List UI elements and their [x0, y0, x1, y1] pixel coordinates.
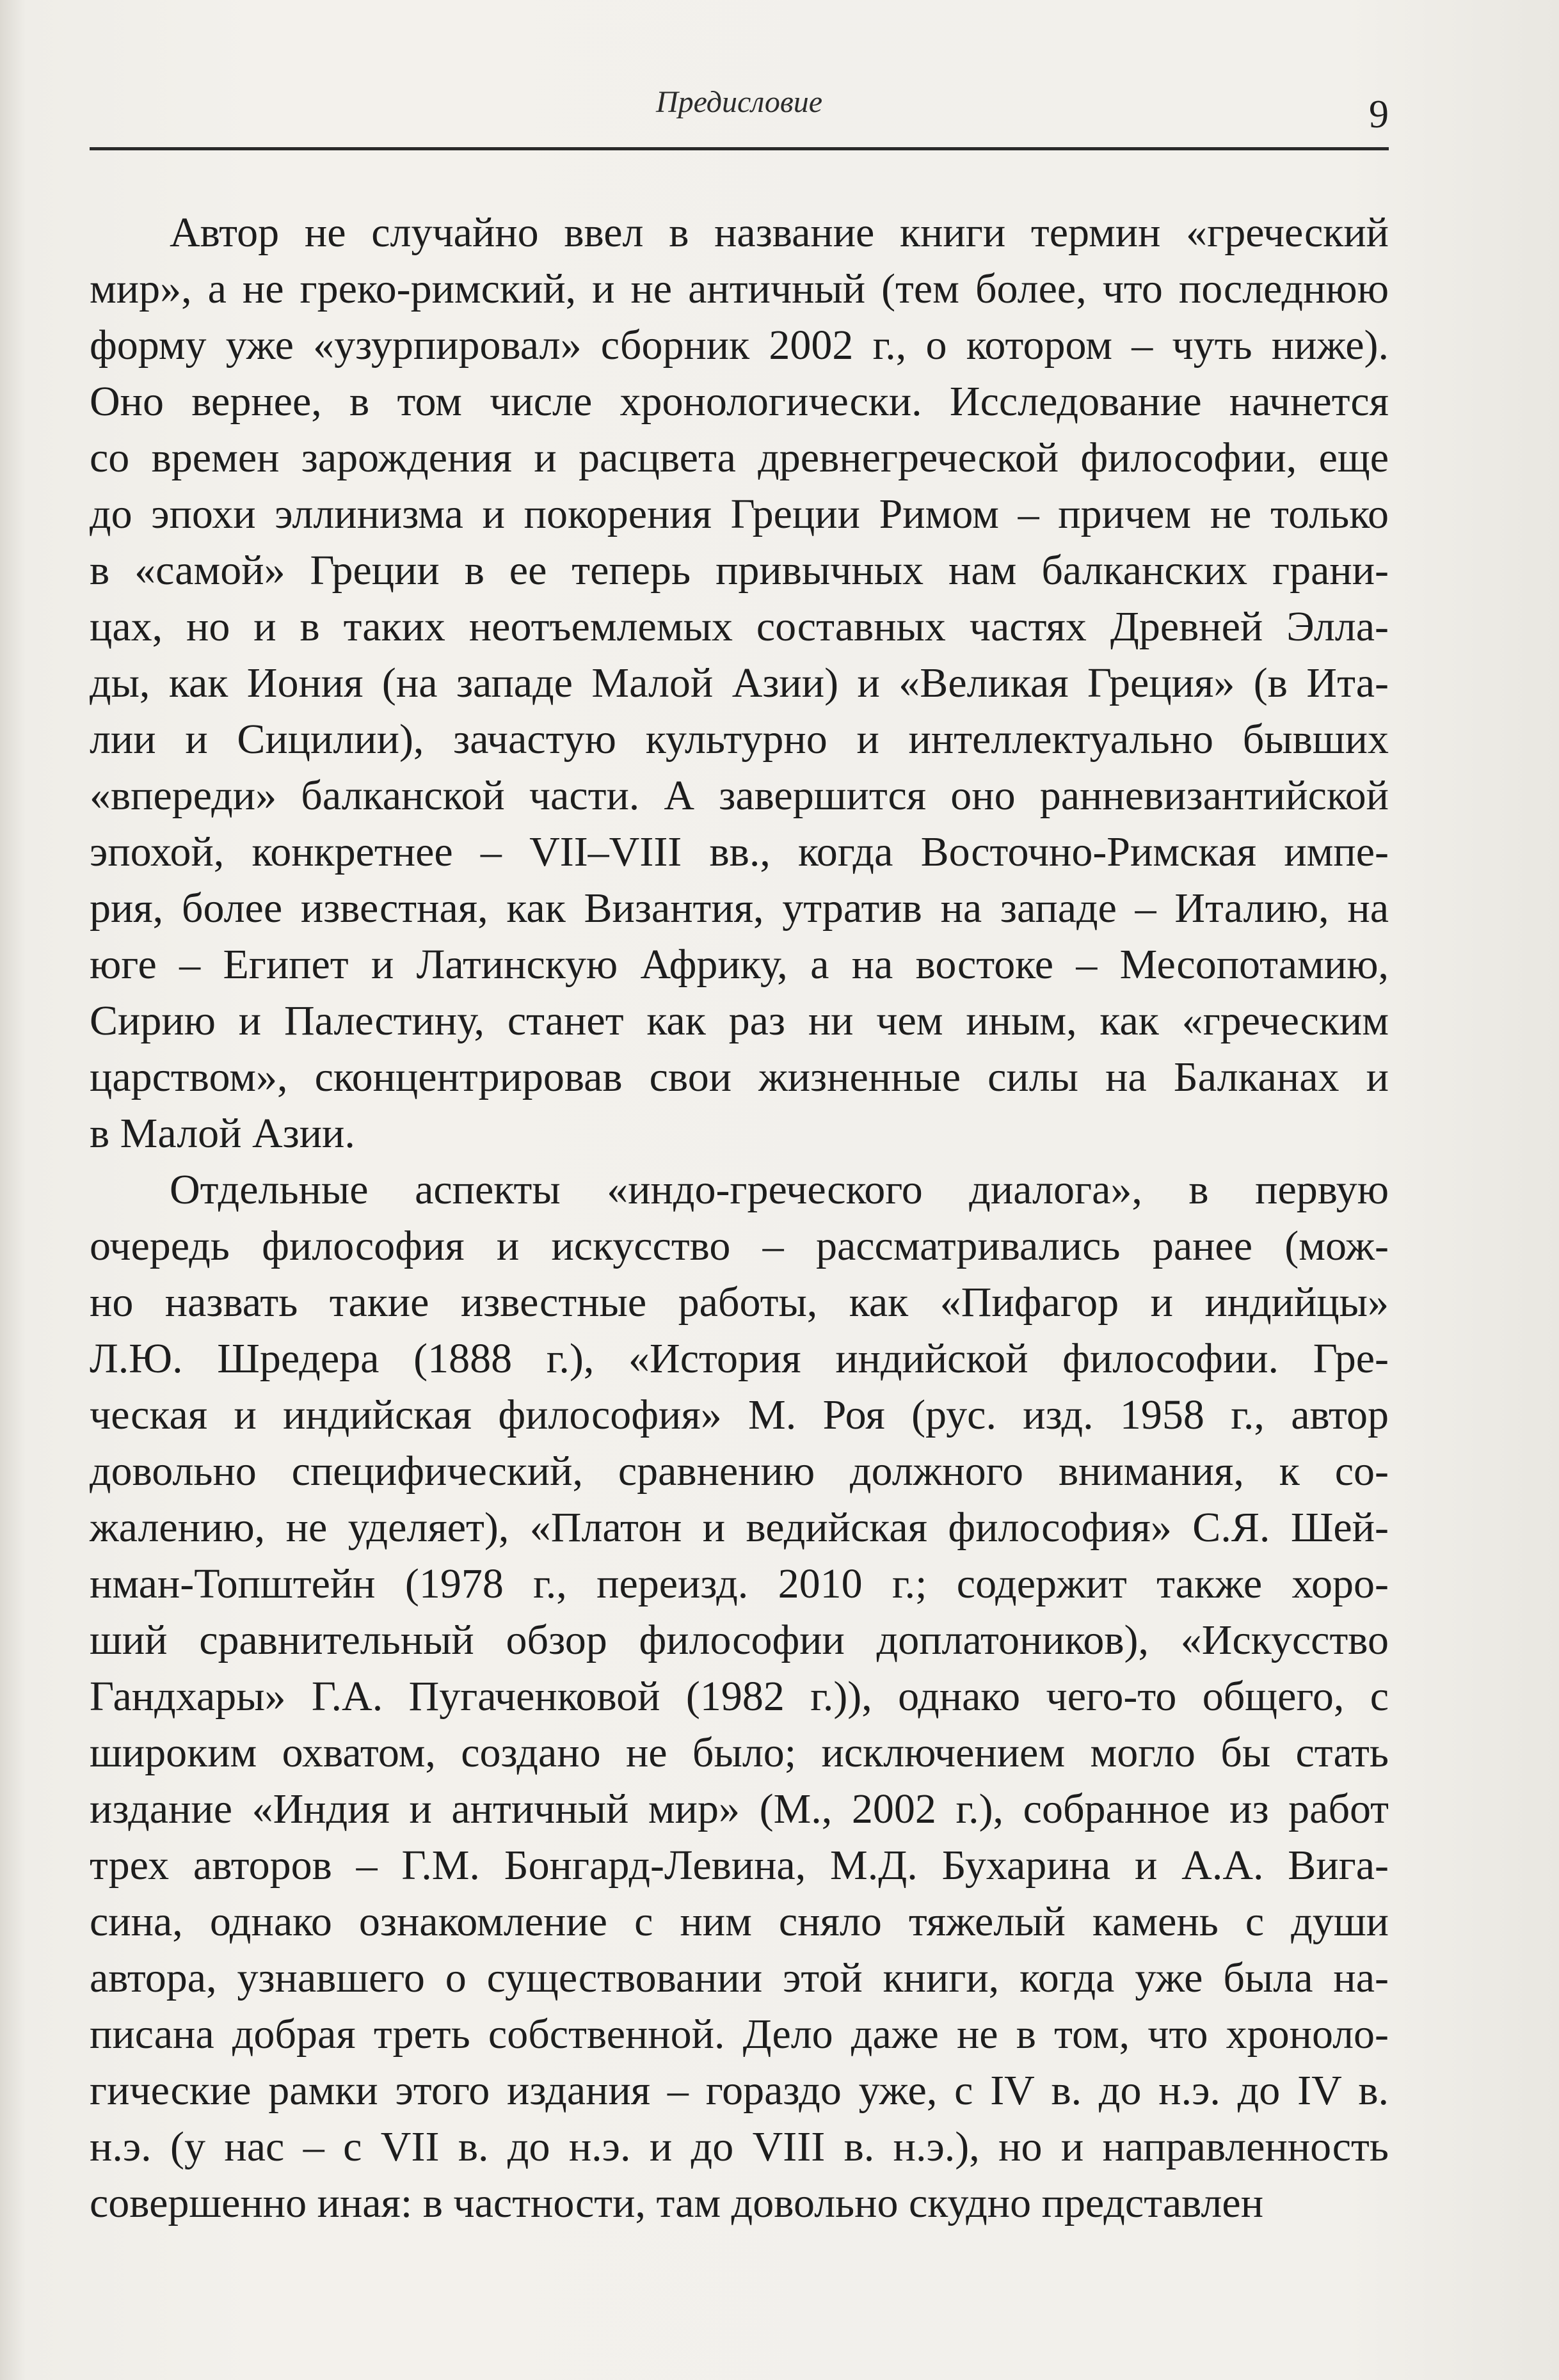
text-line: совершенно иная: в частности, там довольно скудно представлен [90, 2180, 1264, 2226]
text-line: Л.Ю. Шредера (1888 г.), «История индийской философии. Гре- [90, 1335, 1389, 1382]
text-line: гические рамки этого издания – гораздо уже, с IV в. до н.э. до IV в. [90, 2067, 1389, 2114]
text-line: цах, но и в таких неотъемлемых составных частях Древней Элла- [90, 603, 1389, 650]
text-line: Автор не случайно ввел в название книги термин «греческий [170, 209, 1389, 256]
text-line: сина, однако ознакомление с ним сняло тяжелый камень с души [90, 1898, 1389, 1945]
running-head [90, 77, 1389, 150]
text-line: «впереди» балканской части. А завершится оно ранневизантийской [90, 772, 1389, 819]
text-line: нман-Топштейн (1978 г., переизд. 2010 г.; содержит также хоро- [90, 1560, 1389, 1607]
text-line: н.э. (у нас – с VII в. до н.э. и до VIII в. н.э.), но и направленность [90, 2123, 1389, 2170]
running-title: Предисловие [655, 85, 822, 119]
text-line: Отдельные аспекты «индо-греческого диалога», в первую [170, 1166, 1389, 1213]
body-text [90, 205, 1389, 2232]
text-line: но назвать такие известные работы, как «Пифагор и индийцы» [90, 1279, 1389, 1326]
text-line: царством», сконцентрировав свои жизненные силы на Балканах и [90, 1054, 1389, 1100]
text-line: рия, более известная, как Византия, утратив на западе – Италию, на [90, 885, 1389, 932]
text-line: автора, узнавшего о существовании этой книги, когда уже была на- [90, 1955, 1389, 2001]
text-line: лии и Сицилии), зачастую культурно и интеллектуально бывших [90, 716, 1389, 763]
paragraph [90, 205, 1389, 1162]
text-line: издание «Индия и античный мир» (М., 2002 г.), собранное из работ [90, 1786, 1389, 1832]
text-line: Гандхары» Г.А. Пугаченковой (1982 г.)), однако чего-то общего, с [90, 1673, 1389, 1720]
text-line: писана добрая треть собственной. Дело даже не в том, что хроноло- [90, 2011, 1389, 2058]
text-line: ший сравнительный обзор философии доплатоников), «Искусство [90, 1617, 1389, 1663]
text-line: со времен зарождения и расцвета древнегреческой философии, еще [90, 434, 1389, 481]
text-line: Сирию и Палестину, станет как раз ни чем иным, как «греческим [90, 997, 1389, 1044]
text-line: до эпохи эллинизма и покорения Греции Римом – причем не только [90, 491, 1389, 537]
text-line: очередь философия и искусство – рассматривались ранее (мож- [90, 1223, 1389, 1269]
text-line: жалению, не уделяет), «Платон и ведийская философия» С.Я. Шей- [90, 1504, 1389, 1551]
text-line: ды, как Иония (на западе Малой Азии) и «Великая Греция» (в Ита- [90, 660, 1389, 706]
page-number: 9 [1369, 93, 1389, 136]
paragraph [90, 1162, 1389, 2232]
text-line: в Малой Азии. [90, 1110, 355, 1157]
text-line: эпохой, конкретнее – VII–VIII вв., когда Восточно-Римская импе- [90, 829, 1389, 875]
text-line: трех авторов – Г.М. Бонгард-Левина, М.Д. Бухарина и А.А. Вига- [90, 1842, 1389, 1889]
text-line: мир», а не греко-римский, и не античный (тем более, что последнюю [90, 266, 1389, 312]
text-line: в «самой» Греции в ее теперь привычных нам балканских грани- [90, 547, 1389, 594]
text-line: форму уже «узурпировал» сборник 2002 г., о котором – чуть ниже). [90, 322, 1389, 369]
text-line: Оно вернее, в том числе хронологически. Исследование начнется [90, 378, 1389, 425]
text-line: довольно специфический, сравнению должного внимания, к со- [90, 1448, 1389, 1495]
text-line: ческая и индийская философия» М. Роя (рус. изд. 1958 г., автор [90, 1392, 1389, 1438]
text-line: широким охватом, создано не было; исключением могло бы стать [90, 1729, 1389, 1776]
text-line: юге – Египет и Латинскую Африку, а на востоке – Месопотамию, [90, 941, 1389, 988]
